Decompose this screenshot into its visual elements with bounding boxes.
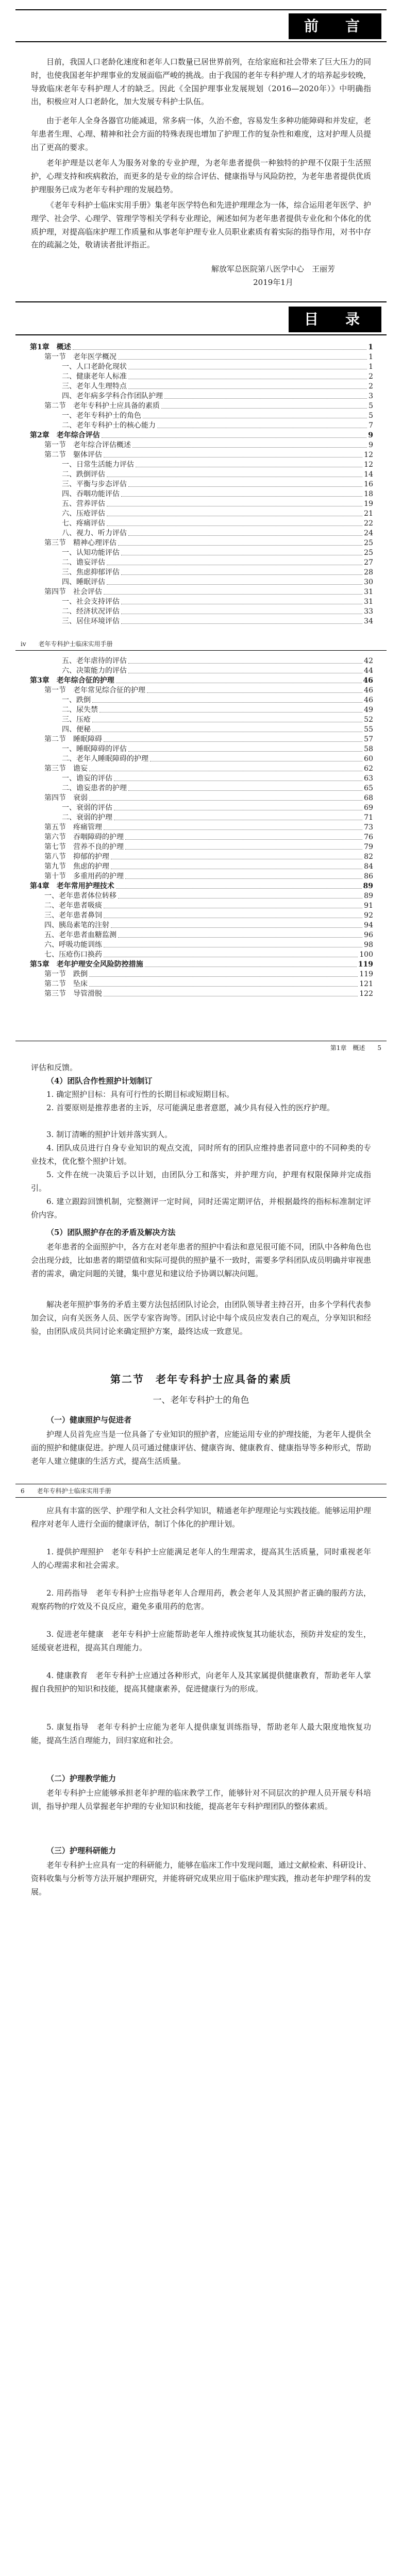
toc-entry-page: 7 bbox=[368, 421, 373, 430]
toc-entry-title: 第十节 多重用药的护理 bbox=[44, 872, 124, 880]
toc-entry-title: 第三节 导管滑脱 bbox=[44, 990, 102, 998]
toc-entry-page: 2 bbox=[368, 372, 373, 381]
toc-entry-title: 第八节 抑郁的护理 bbox=[44, 853, 109, 861]
toc-entry-page: 58 bbox=[364, 745, 373, 753]
toc-entry-title: 一、老年专科护士的角色 bbox=[62, 412, 141, 420]
toc-leader-dots bbox=[132, 447, 367, 448]
toc-entry bbox=[30, 705, 373, 715]
toc-entry-title: 三、老年患者鼻饲 bbox=[44, 911, 102, 920]
body-paragraph: 老年专科护士应能够承担老年护理的临床教学工作，能够针对不同层次的护理人员开展专科培训，指导护理人员掌握老年护理的专业知识和技能，提高老年专科护理团队的整体素质。 bbox=[31, 1788, 371, 1811]
body-line: 1. 确定照护目标：具有可行性的长期目标或短期目标。 bbox=[46, 1090, 234, 1099]
toc-entry-page: 46 bbox=[364, 696, 373, 704]
toc-entry bbox=[30, 696, 373, 705]
preface-paragraph: 老年护理是以老年人为服务对象的专业护理，为老年患者提供一种独特的护理不仅限于生活照护，心理支持和疾病救治，而更多的是专业的综合评估、健康指导与风险防控，为老年患者提供优质护理服务已成为老年专科护理的发展趋势。 bbox=[31, 158, 372, 194]
toc-entry bbox=[30, 470, 373, 480]
toc-leader-dots bbox=[73, 349, 367, 350]
toc-entry-page: 5 bbox=[368, 402, 373, 410]
toc-entry-title: 一、谵妄的评估 bbox=[62, 774, 112, 783]
toc-entry-page: 25 bbox=[364, 539, 373, 547]
toc-entry bbox=[30, 686, 373, 696]
toc-entry-title: 第七节 营养不良的护理 bbox=[44, 843, 124, 851]
toc-entry-page: 46 bbox=[364, 686, 373, 694]
toc-entry-page: 55 bbox=[364, 725, 373, 734]
toc-entry bbox=[30, 930, 373, 940]
toc-list bbox=[30, 343, 373, 626]
toc-entry-page: 1 bbox=[368, 353, 373, 361]
toc-list bbox=[30, 656, 373, 999]
toc-entry-title: 五、老年虐待的评估 bbox=[62, 657, 127, 665]
toc-entry bbox=[30, 548, 373, 558]
toc-entry bbox=[30, 901, 373, 911]
toc-entry-page: 49 bbox=[364, 706, 373, 714]
toc-entry-title: 第三节 谵妄 bbox=[44, 765, 88, 773]
toc-entry-page: 92 bbox=[364, 911, 373, 920]
toc-entry-page: 30 bbox=[364, 578, 373, 586]
toc-entry-title: 第二节 坠床 bbox=[44, 980, 88, 988]
toc-entry bbox=[30, 940, 373, 950]
toc-entry-page: 25 bbox=[364, 549, 373, 557]
toc-top-rule bbox=[15, 301, 387, 302]
toc-entry-title: 第一节 老年常见综合征的护理 bbox=[44, 686, 145, 694]
toc-entry bbox=[30, 431, 373, 440]
toc-entry bbox=[30, 607, 373, 617]
toc-leader-dots bbox=[118, 898, 362, 899]
toc-entry bbox=[30, 823, 373, 833]
toc-entry bbox=[30, 676, 373, 686]
toc-entry-title: 一、社会支持评估 bbox=[62, 598, 120, 606]
toc-entry bbox=[30, 989, 373, 999]
toc-leader-dots bbox=[128, 751, 362, 752]
toc-entry-title: 四、老年病多学科合作团队护理 bbox=[62, 392, 163, 400]
toc-entry-title: 第一节 老年综合评估概述 bbox=[44, 441, 131, 449]
toc-entry bbox=[30, 509, 373, 519]
toc-entry-title: 第1章 概述 bbox=[30, 343, 71, 351]
toc-entry-title: 七、压疮伤口换药 bbox=[44, 951, 102, 959]
header-rule bbox=[15, 650, 387, 651]
toc-entry-page: 63 bbox=[364, 774, 373, 783]
toc-entry-title: 一、跌倒 bbox=[62, 696, 91, 704]
body-paragraph: 护理人员首先应当是一位具备了专业知识的照护者，应能运用专业的护理技能，为老年人提供全面的照护和健康促进。护理人员可通过健康评估、健康咨询、健康教育、健康指导等多种形式，帮助老年人建立健康的生活方式，提高生活质量。 bbox=[31, 1430, 372, 1466]
toc-entry bbox=[30, 950, 373, 960]
toc-entry bbox=[30, 852, 373, 862]
preface-paragraph: 《老年专科护士临床实用手册》集老年医学特色和先进护理理念为一体，综合运用老年医学、护理学、社会学、心理学、管理学等相关学科专业理论，阐述如何为老年患者提供专业化和个体化的优质护理，对提高临床护理工作质量和从事老年护理专业人员职业素质有着实际的指导作用，对书中存在的疏漏之处，敬请读者批评指正。 bbox=[31, 200, 372, 250]
toc-entry bbox=[30, 911, 373, 921]
toc-entry bbox=[30, 519, 373, 529]
toc-entry-page: 68 bbox=[364, 794, 373, 802]
toc-entry bbox=[30, 754, 373, 764]
toc-entry-title: 一、认知功能评估 bbox=[62, 549, 120, 557]
toc-entry-title: 四、吞咽功能评估 bbox=[62, 490, 120, 498]
toc-entry-page: 1 bbox=[368, 343, 373, 351]
toc-entry-title: 二、老年患者吸痰 bbox=[44, 902, 102, 910]
body-paragraph: 5. 康复指导 老年专科护士应能为老年人提供康复训练指导，帮助老年人最大限度地恢复功能，提高生活自理能力，回归家庭和社会。 bbox=[31, 1722, 371, 1745]
toc-entry bbox=[30, 480, 373, 489]
toc-leader-dots bbox=[118, 937, 362, 938]
toc-entry-page: 96 bbox=[364, 931, 373, 939]
toc-entry bbox=[30, 813, 373, 823]
toc-entry bbox=[30, 882, 373, 891]
preface-paragraph: 目前，我国人口老龄化速度和老年人口数量已居世界前列，在给家庭和社会带来了巨大压力的同时，也使我国老年护理事业的发展面临严峻的挑战。由于我国的老年专科护理人才的培养起步较晚，导致临床老年专科护理人才的缺乏。因此《全国护理事业发展规划（2016—2020年）》中明确指出，积极应对人口老龄化，加大发展专科护士队伍。 bbox=[31, 57, 372, 107]
toc-entry bbox=[30, 343, 373, 352]
toc-entry-page: 31 bbox=[364, 588, 373, 596]
preface-signature: 解放军总医院第八医学中心 王丽芳 bbox=[211, 264, 335, 274]
toc-entry-page: 1 bbox=[368, 363, 373, 371]
toc-leader-dots bbox=[125, 839, 362, 840]
toc-entry bbox=[30, 382, 373, 392]
toc-entry-title: 二、老年人睡眠障碍的护理 bbox=[62, 755, 148, 763]
toc-entry-page: 19 bbox=[364, 500, 373, 508]
toc-entry-page: 12 bbox=[364, 451, 373, 459]
toc-entry-page: 89 bbox=[363, 882, 373, 890]
body-paragraph: 老年专科护士应具有一定的科研能力，能够在临床工作中发现问题，通过文献检索、科研设计、资料收集与分析等方法开展护理研究，并能将研究成果应用于临床护理实践，推动老年护理学科的发展。 bbox=[31, 1860, 372, 1896]
sub-heading: （4）团队合作性照护计划制订 bbox=[46, 1076, 153, 1086]
running-header: 第1章 概述 5 bbox=[330, 1044, 381, 1052]
sub-heading: （二）护理教学能力 bbox=[46, 1774, 116, 1783]
body-line: 6. 建立跟踪回馈机制，完整测评一定时间，同时还需定期评估，并根据最终的指标标准制定评价内容。 bbox=[31, 1197, 371, 1219]
toc-entry-page: 89 bbox=[364, 892, 373, 900]
top-rule bbox=[15, 9, 387, 10]
toc-leader-dots bbox=[147, 692, 362, 693]
sub-heading: （三）护理科研能力 bbox=[46, 1846, 116, 1855]
toc-entry bbox=[30, 784, 373, 793]
toc-entry-page: 100 bbox=[359, 951, 373, 959]
toc-leader-dots bbox=[102, 437, 367, 438]
section-subtitle: 一、老年专科护士的角色 bbox=[153, 1395, 249, 1405]
toc-entry-page: 65 bbox=[364, 784, 373, 792]
toc-leader-dots bbox=[128, 663, 362, 664]
toc-entry-title: 第二节 躯体评估 bbox=[44, 451, 102, 459]
toc-leader-dots bbox=[104, 829, 362, 830]
toc-entry-title: 第5章 老年护理安全风险防控措施 bbox=[30, 960, 143, 969]
toc-entry bbox=[30, 872, 373, 882]
toc-entry-page: 2 bbox=[368, 382, 373, 391]
toc-leader-dots bbox=[89, 976, 358, 977]
toc-entry-page: 69 bbox=[364, 804, 373, 812]
body-paragraph: 老年患者的全面照护中，各方在对老年患者的照护中看法和意见很可能不同，团队中各种角色也会出现分歧，比如患者的期望值和实际可提供的照护量不一致时，需要多学科团队成员明确并审视患者的需求，确定问题的关键，集中意见和建议给予协调以解决问题。 bbox=[31, 1242, 372, 1278]
toc-entry-page: 28 bbox=[364, 568, 373, 577]
toc-entry bbox=[30, 842, 373, 852]
toc-entry-page: 18 bbox=[364, 490, 373, 498]
toc-entry-page: 76 bbox=[364, 833, 373, 841]
toc-entry-page: 91 bbox=[364, 902, 373, 910]
toc-leader-dots bbox=[125, 849, 362, 850]
toc-entry-title: 三、老年人生理特点 bbox=[62, 382, 127, 391]
toc-entry-title: 六、呼吸功能训练 bbox=[44, 941, 102, 949]
toc-entry-title: 第五节 疼痛管理 bbox=[44, 823, 102, 832]
body-paragraph: 4. 健康教育 老年专科护士应通过各种形式，向老年人及其家属提供健康教育，帮助老年人掌握自我照护的知识和技能，提高其健康素养，促进健康行为的形成。 bbox=[31, 1671, 371, 1693]
toc-entry-title: 第2章 老年综合评估 bbox=[30, 431, 100, 439]
toc-entry bbox=[30, 568, 373, 578]
body-line: 评估和反馈。 bbox=[31, 1063, 78, 1072]
preface-paragraph: 由于老年人全身各器官功能减退，常多病一体，久治不愈，容易发生多种功能障碍和并发症，老年患者生理、心理、精神和社会方面的特殊表现也增加了护理工作的复杂性和难度，这对护理人员提出了更高的要求。 bbox=[31, 116, 372, 152]
sub-heading: （5）团队照护存在的矛盾及解决方法 bbox=[46, 1228, 176, 1237]
toc-leader-dots bbox=[104, 741, 362, 742]
toc-entry-title: 三、压疮 bbox=[62, 716, 91, 724]
toc-leader-dots bbox=[118, 545, 362, 546]
toc-entry bbox=[30, 774, 373, 784]
toc-entry bbox=[30, 833, 373, 842]
toc-entry-page: 21 bbox=[364, 510, 373, 518]
toc-entry-title: 六、决策能力的评估 bbox=[62, 667, 127, 675]
toc-entry bbox=[30, 921, 373, 930]
toc-entry-page: 27 bbox=[364, 558, 373, 567]
toc-entry-title: 六、压疮评估 bbox=[62, 510, 105, 518]
toc-leader-dots bbox=[89, 986, 358, 987]
toc-entry-title: 第一节 老年医学概况 bbox=[44, 353, 116, 361]
toc-entry-page: 14 bbox=[364, 470, 373, 479]
toc-page-2 bbox=[0, 639, 402, 1030]
toc-entry-title: 二、衰弱的护理 bbox=[62, 814, 112, 822]
preface-date: 2019年1月 bbox=[253, 278, 293, 287]
toc-entry bbox=[30, 392, 373, 401]
toc-entry-title: 第4章 老年常用护理技术 bbox=[30, 882, 114, 890]
heading-underline bbox=[15, 41, 387, 42]
toc-entry bbox=[30, 578, 373, 587]
toc-entry-title: 一、老年患者体位转移 bbox=[44, 892, 116, 900]
toc-entry-title: 四、睡眠评估 bbox=[62, 578, 105, 586]
toc-entry bbox=[30, 440, 373, 450]
toc-leader-dots bbox=[92, 702, 362, 703]
toc-entry bbox=[30, 411, 373, 421]
toc-entry-page: 57 bbox=[364, 735, 373, 743]
toc-entry bbox=[30, 617, 373, 626]
toc-entry-page: 5 bbox=[368, 412, 373, 420]
toc-entry bbox=[30, 421, 373, 431]
toc-entry-title: 一、人口老龄化现状 bbox=[62, 363, 127, 371]
toc-leader-dots bbox=[111, 927, 362, 928]
toc-entry-page: 98 bbox=[364, 941, 373, 949]
toc-entry-page: 3 bbox=[368, 392, 373, 400]
body-paragraph: 3. 促进老年健康 老年专科护士应能帮助老年人维持或恢复其功能状态，预防并发症的发生，延缓衰老进程，提高其自理能力。 bbox=[31, 1630, 371, 1652]
toc-entry bbox=[30, 362, 373, 372]
toc-leader-dots bbox=[128, 388, 367, 389]
toc-entry bbox=[30, 499, 373, 509]
toc-entry-page: 82 bbox=[364, 853, 373, 861]
toc-entry bbox=[30, 460, 373, 470]
toc-leader-dots bbox=[121, 574, 362, 575]
toc-entry-title: 七、疼痛评估 bbox=[62, 519, 105, 528]
toc-leader-dots bbox=[116, 888, 362, 889]
toc-entry bbox=[30, 970, 373, 979]
toc-entry-title: 二、谵妄评估 bbox=[62, 558, 105, 567]
toc-leader-dots bbox=[128, 486, 362, 487]
toc-leader-dots bbox=[118, 359, 367, 360]
toc-entry bbox=[30, 979, 373, 989]
toc-entry-title: 第二节 睡眠障碍 bbox=[44, 735, 102, 743]
toc-entry bbox=[30, 862, 373, 872]
toc-title: 目 录 bbox=[304, 311, 366, 328]
toc-leader-dots bbox=[121, 496, 362, 497]
body-paragraph: 2. 用药指导 老年专科护士应指导老年人合理用药，教会老年人及其照护者正确的服药方法，观察药物的疗效及不良反应，避免多重用药的危害。 bbox=[31, 1588, 371, 1611]
toc-entry-page: 9 bbox=[368, 431, 373, 439]
toc-entry bbox=[30, 656, 373, 666]
toc-entry bbox=[30, 558, 373, 568]
toc-leader-dots bbox=[161, 408, 367, 409]
toc-entry-title: 二、谵妄患者的护理 bbox=[62, 784, 127, 792]
toc-entry-page: 42 bbox=[364, 657, 373, 665]
toc-leader-dots bbox=[164, 398, 367, 399]
toc-entry-page: 62 bbox=[364, 765, 373, 773]
toc-entry-page: 71 bbox=[364, 814, 373, 822]
toc-entry-title: 二、经济状况评估 bbox=[62, 607, 120, 616]
toc-entry bbox=[30, 735, 373, 744]
toc-entry-title: 第四节 社会评估 bbox=[44, 588, 102, 596]
preface-page bbox=[0, 0, 402, 289]
toc-entry-title: 二、健康老年人标准 bbox=[62, 372, 127, 381]
toc-entry bbox=[30, 597, 373, 607]
toc-entry-page: 46 bbox=[363, 676, 373, 685]
toc-entry-page: 16 bbox=[364, 480, 373, 488]
toc-entry-title: 五、老年患者血糖监测 bbox=[44, 931, 116, 939]
chapter-page bbox=[0, 1041, 402, 2571]
toc-entry-page: 73 bbox=[364, 823, 373, 832]
running-header: 6 老年专科护士临床实用手册 bbox=[21, 1487, 111, 1495]
toc-heading-underline bbox=[15, 334, 387, 335]
toc-entry-page: 60 bbox=[364, 755, 373, 763]
section-title: 第二节 老年专科护士应具备的素质 bbox=[110, 1373, 292, 1385]
toc-entry bbox=[30, 960, 373, 970]
toc-entry-page: 79 bbox=[364, 843, 373, 851]
toc-entry-title: 三、焦虑抑郁评估 bbox=[62, 568, 120, 577]
toc-entry bbox=[30, 725, 373, 735]
running-header: iv 老年专科护士临床实用手册 bbox=[21, 640, 113, 648]
toc-entry-title: 四、便秘 bbox=[62, 725, 91, 734]
toc-page-1 bbox=[0, 301, 402, 625]
toc-entry-title: 八、视力、听力评估 bbox=[62, 529, 127, 537]
toc-entry-title: 三、居住环境评估 bbox=[62, 617, 120, 625]
toc-entry-page: 122 bbox=[359, 990, 373, 998]
toc-entry bbox=[30, 450, 373, 460]
toc-entry-title: 五、营养评估 bbox=[62, 500, 105, 508]
body-line: 2. 首要原则是推荐患者的主诉，尽可能满足患者意愿，减少具有侵入性的医疗护理。 bbox=[46, 1103, 335, 1112]
toc-entry-page: 12 bbox=[364, 461, 373, 469]
toc-leader-dots bbox=[104, 594, 362, 595]
toc-entry-title: 四、胰岛素笔的注射 bbox=[44, 921, 109, 929]
toc-leader-dots bbox=[121, 623, 362, 624]
toc-entry-page: 22 bbox=[364, 519, 373, 528]
toc-entry-page: 33 bbox=[364, 607, 373, 616]
toc-leader-dots bbox=[128, 790, 362, 791]
toc-entry-title: 第六节 吞咽障碍的护理 bbox=[44, 833, 124, 841]
toc-entry-page: 119 bbox=[358, 960, 373, 969]
body-line: 3. 制订清晰的照护计划并落实到人。 bbox=[46, 1130, 173, 1139]
toc-entry-page: 34 bbox=[364, 617, 373, 625]
toc-entry-page: 84 bbox=[364, 862, 373, 871]
toc-entry bbox=[30, 372, 373, 382]
toc-heading-box bbox=[289, 307, 381, 332]
toc-entry bbox=[30, 352, 373, 362]
toc-entry-title: 一、衰弱的评估 bbox=[62, 804, 112, 812]
toc-entry-title: 第二节 老年专科护士应具备的素质 bbox=[44, 402, 160, 410]
toc-entry-title: 二、老年专科护士的核心能力 bbox=[62, 421, 156, 430]
body-paragraph: 应具有丰富的医学、护理学和人文社会科学知识，精通老年护理理论与实践技能。能够运用护理程序对老年人进行全面的健康评估，制订个体化的护理计划。 bbox=[31, 1506, 372, 1529]
toc-entry bbox=[30, 793, 373, 803]
header-rule bbox=[15, 1497, 387, 1498]
toc-leader-dots bbox=[125, 878, 362, 879]
toc-entry-title: 二、跌倒评估 bbox=[62, 470, 105, 479]
toc-entry-page: 24 bbox=[364, 529, 373, 537]
toc-entry-title: 三、平衡与步态评估 bbox=[62, 480, 127, 488]
toc-entry-title: 一、日常生活能力评估 bbox=[62, 461, 134, 469]
toc-entry bbox=[30, 666, 373, 676]
toc-entry-title: 第一节 跌倒 bbox=[44, 970, 88, 978]
toc-entry bbox=[30, 764, 373, 774]
body-line: 4. 团队成员进行自身专业知识的观点交流，同时所有的团队应维持患者同意中的不同种类的专业技术，优化整个照护计划。 bbox=[31, 1143, 371, 1166]
toc-entry-page: 9 bbox=[368, 441, 373, 449]
toc-entry-title: 第四节 衰弱 bbox=[44, 794, 88, 802]
toc-leader-dots bbox=[128, 535, 362, 536]
toc-entry-title: 第3章 老年综合征的护理 bbox=[30, 676, 114, 685]
toc-leader-dots bbox=[99, 712, 362, 713]
toc-leader-dots bbox=[89, 800, 362, 801]
toc-entry-title: 第三节 精神心理评估 bbox=[44, 539, 116, 547]
body-paragraph: 1. 提供护理照护 老年专科护士应能满足老年人的生理需求，提高其生活质量，同时重视老年人的心理需求和社会需求。 bbox=[31, 1547, 371, 1570]
toc-entry bbox=[30, 803, 373, 813]
toc-entry bbox=[30, 744, 373, 754]
toc-entry bbox=[30, 489, 373, 499]
toc-entry bbox=[30, 401, 373, 411]
toc-entry-page: 86 bbox=[364, 872, 373, 880]
preface-heading-box bbox=[289, 13, 381, 39]
toc-entry-page: 31 bbox=[364, 598, 373, 606]
toc-entry-page: 121 bbox=[359, 980, 373, 988]
toc-entry bbox=[30, 715, 373, 725]
toc-entry-page: 44 bbox=[364, 667, 373, 675]
toc-entry-page: 94 bbox=[364, 921, 373, 929]
toc-entry bbox=[30, 529, 373, 538]
toc-entry-title: 一、睡眠障碍的评估 bbox=[62, 745, 127, 753]
sub-heading: （一）健康照护与促进者 bbox=[46, 1415, 132, 1425]
toc-entry-page: 119 bbox=[359, 970, 373, 978]
toc-entry bbox=[30, 587, 373, 597]
toc-leader-dots bbox=[107, 584, 362, 585]
toc-entry bbox=[30, 538, 373, 548]
body-paragraph: 解决老年照护事务的矛盾主要方法包括团队讨论会，由团队领导者主持召开，由多个学科代表参加会议，向有关医务人员、医学专家咨询等。团队讨论中每个成员应发表自己的观点，分享知识和经验，由团队成员共同讨论来确定照护方案，最终达成一致意见。 bbox=[31, 1300, 372, 1336]
toc-entry bbox=[30, 891, 373, 901]
body-line: 5. 文件在统一决策后予以计划，由团队分工和落实，并护理方向，护理有权限保障并完成指引。 bbox=[31, 1170, 371, 1193]
toc-entry-title: 第九节 焦虑的护理 bbox=[44, 862, 109, 871]
preface-title: 前 言 bbox=[304, 18, 366, 35]
toc-entry-title: 二、尿失禁 bbox=[62, 706, 98, 714]
toc-entry-page: 52 bbox=[364, 716, 373, 724]
